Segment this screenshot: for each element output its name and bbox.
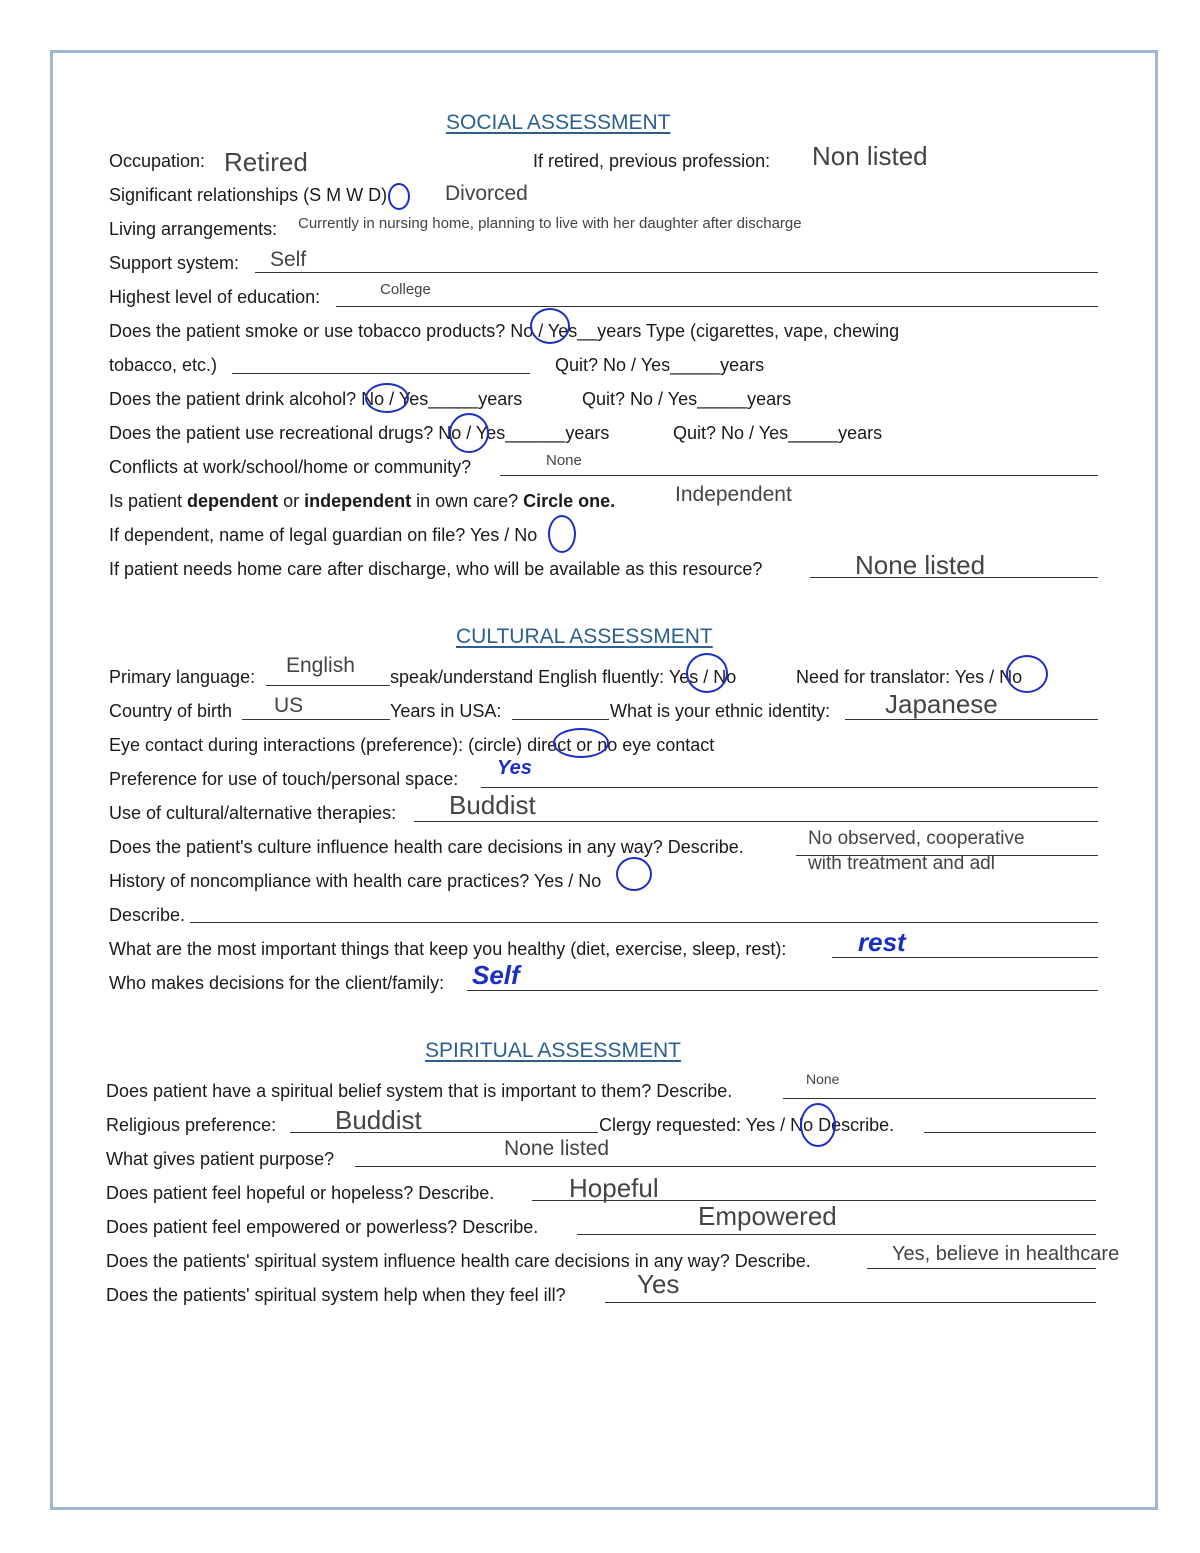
describe-line xyxy=(190,922,1098,923)
support-system-field[interactable]: Self xyxy=(270,248,307,271)
relationships-field[interactable]: Divorced xyxy=(445,182,528,205)
eye-contact-direct-circle xyxy=(553,728,609,758)
touch-preference-label: Preference for use of touch/personal space: xyxy=(109,769,459,789)
decision-maker-label: Who makes decisions for the client/family: xyxy=(109,973,445,993)
drugs-question: Does the patient use recreational drugs? No / Yes______years xyxy=(109,423,610,443)
therapies-label: Use of cultural/alternative therapies: xyxy=(109,803,397,823)
dependent-question: Is patient dependent or independent in own care? Circle one. xyxy=(109,491,616,511)
decision-maker-line xyxy=(467,990,1098,991)
country-of-birth-line xyxy=(242,719,390,720)
religious-preference-label: Religious preference: xyxy=(106,1115,277,1135)
smoke-question: Does the patient smoke or use tobacco products? No / Yes__years Type (cigarettes, vape, chewing xyxy=(109,321,900,341)
purpose-label: What gives patient purpose? xyxy=(106,1149,335,1169)
occupation-field[interactable]: Retired xyxy=(224,147,308,177)
spiritual-influence-field[interactable]: Yes, believe in healthcare xyxy=(892,1243,1120,1265)
guardian-question: If dependent, name of legal guardian on file? Yes / No xyxy=(109,525,538,545)
smoke-type-line xyxy=(232,373,530,374)
ethnic-identity-field[interactable]: Japanese xyxy=(885,689,998,719)
dependence-field[interactable]: Independent xyxy=(675,483,792,506)
smoke-quit: Quit? No / Yes_____years xyxy=(555,355,765,375)
spiritual-influence-question: Does the patients' spiritual system influence health care decisions in any way? Describe. xyxy=(106,1251,811,1271)
conflicts-label: Conflicts at work/school/home or community? xyxy=(109,457,472,477)
purpose-field[interactable]: None listed xyxy=(504,1137,610,1160)
education-label: Highest level of education: xyxy=(109,287,321,307)
therapies-line xyxy=(414,821,1098,822)
fluent-question: speak/understand English fluently: Yes / No xyxy=(390,667,737,687)
years-in-usa-label: Years in USA: xyxy=(390,701,502,721)
hopeful-field[interactable]: Hopeful xyxy=(569,1173,659,1203)
touch-preference-line xyxy=(481,787,1098,788)
previous-profession-label: If retired, previous profession: xyxy=(533,151,771,171)
previous-profession-field[interactable]: Non listed xyxy=(812,141,928,171)
noncompliance-no-circle xyxy=(616,857,652,891)
conflicts-line xyxy=(500,475,1098,476)
belief-system-line xyxy=(783,1098,1096,1099)
drugs-quit: Quit? No / Yes_____years xyxy=(673,423,883,443)
spiritual-help-line xyxy=(605,1302,1096,1303)
empowered-question: Does patient feel empowered or powerless? Describe. xyxy=(106,1217,539,1237)
primary-language-field[interactable]: English xyxy=(286,654,355,677)
spiritual-help-question: Does the patients' spiritual system help when they feel ill? xyxy=(106,1285,566,1305)
support-system-label: Support system: xyxy=(109,253,240,273)
belief-system-question: Does patient have a spiritual belief system that is important to them? Describe. xyxy=(106,1081,733,1101)
occupation-label: Occupation: xyxy=(109,151,206,171)
alcohol-question: Does the patient drink alcohol? No / Yes_____years xyxy=(109,389,523,409)
belief-system-field[interactable]: None xyxy=(806,1071,840,1087)
purpose-line xyxy=(355,1166,1096,1167)
culture-influence-field-2[interactable]: with treatment and adl xyxy=(808,853,995,874)
conflicts-field[interactable]: None xyxy=(546,452,582,469)
culture-influence-field-1[interactable]: No observed, cooperative xyxy=(808,828,1025,849)
clergy-no-circle xyxy=(800,1103,836,1147)
alcohol-quit: Quit? No / Yes_____years xyxy=(582,389,792,409)
years-in-usa-line xyxy=(512,719,609,720)
guardian-no-circle xyxy=(548,515,576,553)
relationships-label: Significant relationships (S M W D) xyxy=(109,185,388,205)
home-care-question: If patient needs home care after discharge, who will be available as this resource? xyxy=(109,559,763,579)
culture-influence-question: Does the patient's culture influence health care decisions in any way? Describe. xyxy=(109,837,744,857)
living-arrangements-field[interactable]: Currently in nursing home, planning to live with her daughter after discharge xyxy=(298,215,802,232)
decision-maker-field[interactable]: Self xyxy=(472,960,520,990)
primary-language-label: Primary language: xyxy=(109,667,256,687)
relationship-d-circle xyxy=(388,183,410,210)
clergy-question: Clergy requested: Yes / No Describe. xyxy=(599,1115,895,1135)
keep-healthy-question: What are the most important things that keep you healthy (diet, exercise, sleep, rest): xyxy=(109,939,787,959)
translator-no-circle xyxy=(1006,655,1048,693)
spiritual-assessment-heading: SPIRITUAL ASSESSMENT xyxy=(425,1039,681,1062)
home-care-field[interactable]: None listed xyxy=(855,550,986,580)
education-field[interactable]: College xyxy=(380,281,431,298)
country-of-birth-field[interactable]: US xyxy=(274,694,304,717)
religious-preference-field[interactable]: Buddist xyxy=(335,1105,422,1135)
keep-healthy-field[interactable]: rest xyxy=(858,927,906,957)
describe-label: Describe. xyxy=(109,905,186,925)
smoke-type-label: tobacco, etc.) xyxy=(109,355,218,375)
drugs-no-circle xyxy=(449,413,489,453)
fluent-yes-circle xyxy=(686,653,728,693)
therapies-field[interactable]: Buddist xyxy=(449,790,536,820)
smoke-no-circle xyxy=(530,308,570,344)
cultural-assessment-heading: CULTURAL ASSESSMENT xyxy=(456,625,713,648)
living-arrangements-label: Living arrangements: xyxy=(109,219,278,239)
ethnic-identity-label: What is your ethnic identity: xyxy=(610,701,831,721)
eye-contact-question: Eye contact during interactions (preference): (circle) direct or no eye contact xyxy=(109,735,715,755)
translator-question: Need for translator: Yes / No xyxy=(796,667,1023,687)
support-system-line xyxy=(255,272,1098,273)
spiritual-influence-line xyxy=(867,1268,1096,1269)
hopeful-question: Does patient feel hopeful or hopeless? Describe. xyxy=(106,1183,495,1203)
education-line xyxy=(336,306,1098,307)
primary-language-line xyxy=(266,685,390,686)
empowered-line xyxy=(577,1234,1096,1235)
alcohol-no-circle xyxy=(365,383,409,413)
spiritual-help-field[interactable]: Yes xyxy=(637,1269,680,1299)
touch-preference-field[interactable]: Yes xyxy=(497,757,532,779)
social-assessment-heading: SOCIAL ASSESSMENT xyxy=(446,111,671,134)
noncompliance-question: History of noncompliance with health care practices? Yes / No xyxy=(109,871,602,891)
empowered-field[interactable]: Empowered xyxy=(698,1201,837,1231)
country-of-birth-label: Country of birth xyxy=(109,701,233,721)
clergy-describe-line xyxy=(924,1132,1096,1133)
